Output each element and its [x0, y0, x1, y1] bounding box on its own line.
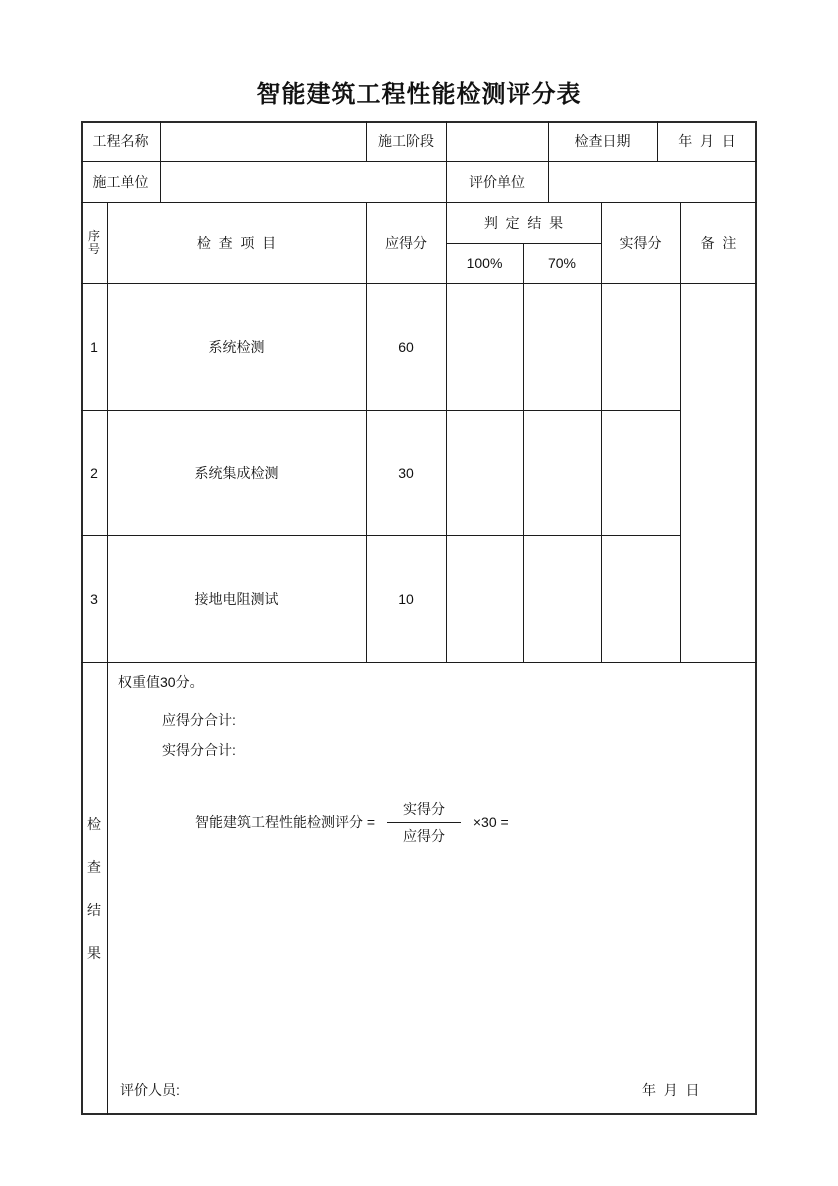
weight-note: 权重值30分。	[118, 674, 204, 690]
row3-seq-cell: 3	[90, 590, 98, 607]
col-header-actual-score: 实得分	[619, 234, 662, 251]
actual-total-label[interactable]: 实得分合计:	[162, 742, 236, 758]
row2-actual-score-cell[interactable]	[601, 410, 680, 535]
grid-line	[81, 662, 757, 663]
project-name-label: 工程名称	[92, 133, 149, 149]
row2-seq-cell: 2	[90, 464, 98, 481]
formula-prefix: 智能建筑工程性能检测评分 =	[195, 814, 379, 830]
row1-score-100-cell[interactable]	[446, 283, 523, 410]
seq-char: 序	[87, 228, 100, 243]
row2-score-70-cell[interactable]	[523, 410, 601, 535]
row3-actual-score-cell[interactable]	[601, 535, 680, 662]
col-header-seq	[81, 202, 107, 283]
evaluation-unit-input-cell[interactable]	[548, 161, 757, 202]
construction-unit-label: 施工单位	[92, 173, 149, 190]
inspection-date-label: 检查日期	[574, 133, 631, 149]
due-total-label[interactable]: 应得分合计:	[162, 712, 236, 728]
fraction-denominator: 应得分	[387, 822, 461, 847]
fraction-numerator: 实得分	[402, 800, 445, 817]
result-label-char: 果	[87, 945, 101, 961]
construction-stage-label: 施工阶段	[378, 133, 434, 149]
col-header-due-score: 应得分	[385, 234, 427, 251]
score-formula	[195, 798, 509, 846]
row3-score-70-cell[interactable]	[523, 535, 601, 662]
row1-seq-cell: 1	[90, 338, 98, 355]
seq-char: 号	[87, 241, 100, 256]
row1-item-cell: 系统检测	[208, 338, 265, 355]
row1-due-score-cell: 60	[398, 338, 414, 355]
row1-actual-score-cell[interactable]	[601, 283, 680, 410]
row3-score-100-cell[interactable]	[446, 535, 523, 662]
formula-fraction	[387, 798, 461, 847]
result-label-char: 检	[87, 816, 101, 832]
col-header-judgement: 判 定 结 果	[483, 214, 564, 231]
construction-unit-input-cell[interactable]	[160, 161, 446, 202]
formula-suffix: ×30 =	[468, 814, 509, 830]
evaluator-label[interactable]: 评价人员:	[120, 1082, 180, 1098]
row2-due-score-cell: 30	[398, 464, 414, 481]
col-header-remark: 备 注	[700, 234, 737, 251]
evaluation-date-fields[interactable]: 年 月 日	[642, 1082, 700, 1098]
row3-item-cell: 接地电阻测试	[194, 590, 279, 607]
remark-merged-cell[interactable]	[680, 283, 757, 662]
row2-item-cell: 系统集成检测	[194, 464, 279, 481]
construction-stage-input-cell[interactable]	[446, 121, 548, 161]
result-label-char: 查	[87, 859, 101, 875]
col-header-item: 检 查 项 目	[196, 234, 277, 251]
project-name-input-cell[interactable]	[160, 121, 366, 161]
page-title: 智能建筑工程性能检测评分表	[256, 81, 582, 108]
col-header-70pct: 70%	[547, 255, 577, 271]
result-section-label	[81, 662, 107, 1115]
row3-due-score-cell: 10	[398, 590, 414, 607]
result-label-char: 结	[87, 902, 101, 918]
col-header-100pct: 100%	[466, 255, 503, 271]
evaluation-unit-label: 评价单位	[469, 173, 525, 190]
row1-score-70-cell[interactable]	[523, 283, 601, 410]
row2-score-100-cell[interactable]	[446, 410, 523, 535]
inspection-date-input-cell[interactable]: 年 月 日	[678, 133, 736, 149]
